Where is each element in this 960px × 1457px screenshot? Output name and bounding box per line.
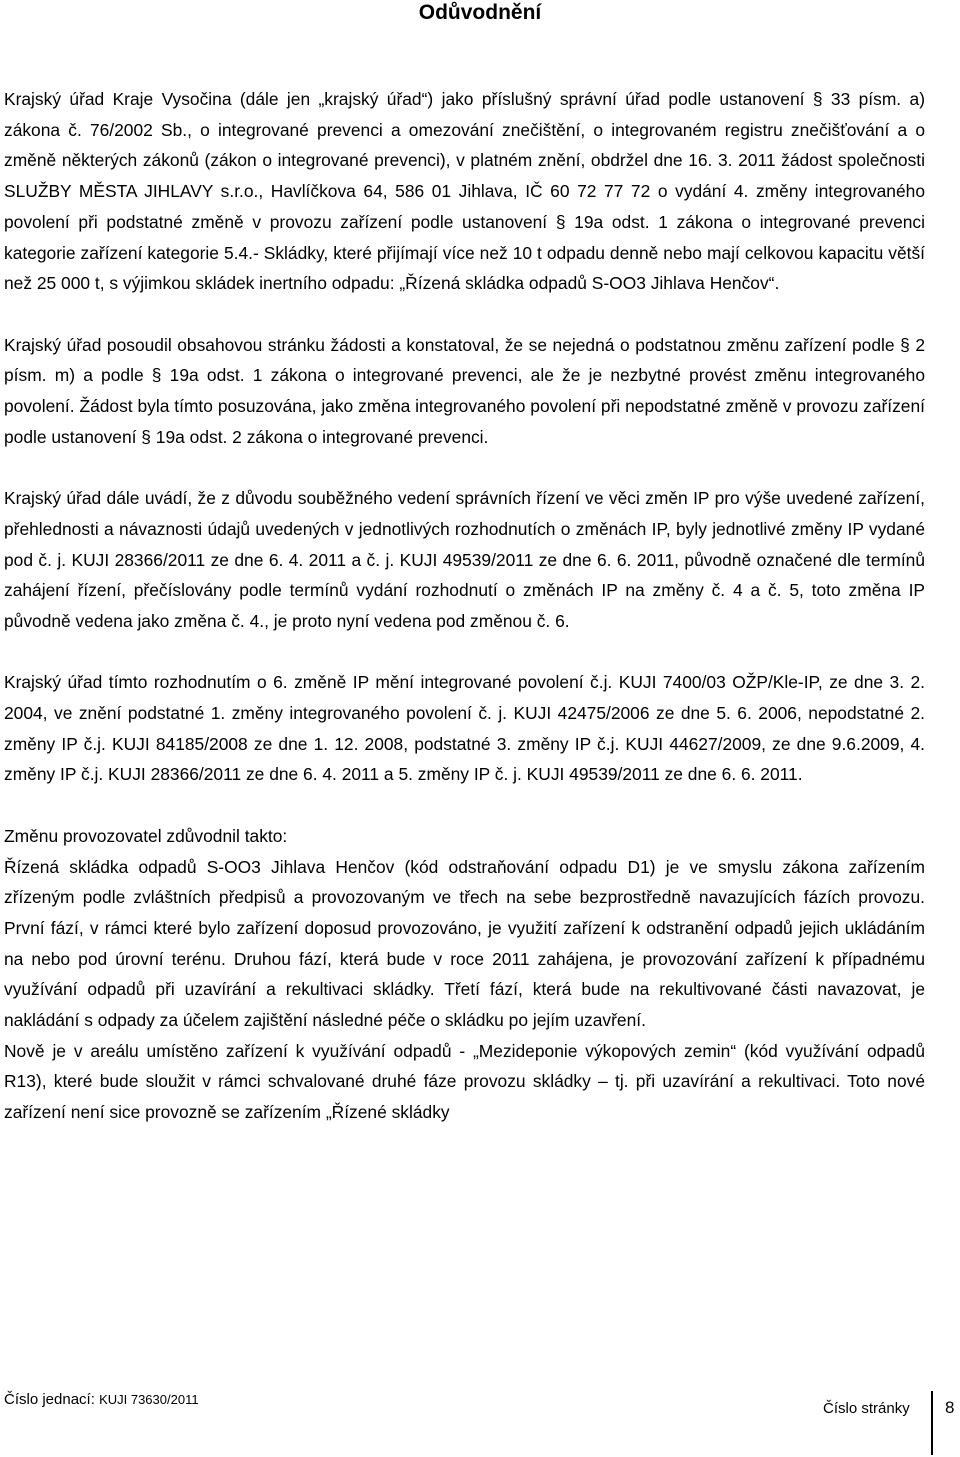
paragraph-assessment: Krajský úřad posoudil obsahovou stránku žádosti a konstatoval, že se nejedná o podstatnou změnu zařízení podle § 2 písm. m) a podle § 19a odst. 1 zákona o integrované prevenci, ale že je nezbytné provést změnu integrovaného povolení. Žádost byla tímto posuzována, jako změna integrovaného povolení při nepodstatné změně v provozu zařízení podle ustanovení § 19a odst. 2 zákona o integrované prevenci. <box>4 334 925 447</box>
paragraph-decision: Krajský úřad tímto rozhodnutím o 6. změně IP mění integrované povolení č.j. KUJI 7400/03 OŽP/Kle-IP, ze dne 3. 2. 2004, ve znění podstatné 1. změny integrovaného povolení č. j. KUJI 42475/2006 ze dne 5. 6. 2006, nepodstatné 2. změny IP č.j. KUJI 84185/2008 ze dne 1. 12. 2008, podstatné 3. změny IP č.j. KUJI 44627/2009, ze dne 9.6.2009, 4. změny IP č.j. KUJI 28366/2011 ze dne 6. 4. 2011 a 5. změny IP č. j. KUJI 49539/2011 ze dne 6. 6. 2011. <box>4 672 925 785</box>
reference-value: KUJI 73630/2011 <box>99 1392 199 1407</box>
document-body <box>4 84 925 1128</box>
reference-number <box>4 1391 199 1408</box>
document-heading: Odůvodnění <box>418 1 542 24</box>
reference-label: Číslo jednací: <box>4 1391 95 1408</box>
paragraph-justification-intro: Změnu provozovatel zdůvodnil takto: <box>4 825 288 846</box>
paragraph-application: Krajský úřad Kraje Vysočina (dále jen „krajský úřad“) jako příslušný správní úřad podle ustanovení § 33 písm. a) zákona č. 76/2002 Sb., o integrované prevenci a omezování znečištění, o integrovaném registru znečišťování a o změně některých zákonů (zákon o integrované prevenci), v platném znění, obdržel dne 16. 3. 2011 žádost společnosti SLUŽBY MĚSTA JIHLAVY s.r.o., Havlíčkova 64, 586 01 Jihlava, IČ 60 72 77 72 o vydání 4. změny integrovaného povolení při podstatné změně v provozu zařízení podle ustanovení § 19a odst. 1 zákona o integrované prevenci kategorie zařízení kategorie 5.4.- Skládky, které přijímají více než 10 t odpadu denně nebo mají celkovou kapacitu větší než 25 000 t, s výjimkou skládek inertního odpadu: „Řízená skládka odpadů S-OO3 Jihlava Henčov“. <box>4 89 925 294</box>
page-number: 8 <box>945 1398 955 1417</box>
page-footer <box>0 1386 960 1457</box>
page-number-label: Číslo stránky <box>823 1400 910 1417</box>
paragraph-landfill-phases: Řízená skládka odpadů S-OO3 Jihlava Henčov (kód odstraňování odpadu D1) je ve smyslu zákona zařízením zřízeným podle zvláštních předpisů a provozovaným ve třech na sebe bezprostředně navazujících fázích provozu. První fází, v rámci které bylo zařízení doposud provozováno, je využití zařízení k odstranění odpadů jejich ukládáním na nebo pod úrovní terénu. Druhou fází, která bude v roce 2011 zahájena, je provozování zařízení k případnému využívání odpadů při uzavírání a rekultivaci skládky. Třetí fází, která bude na rekultivované části navazovat, je nakládání s odpady za účelem zajištění následné péče o skládku po jejím uzavření. <box>4 856 925 1031</box>
paragraph-new-facility: Nově je v areálu umístěno zařízení k využívání odpadů - „Mezideponie výkopových zemin“ (kód využívání odpadů R13), které bude sloužit v rámci schvalované druhé fáze provozu skládky – tj. při uzavírání a rekultivaci. Toto nové zařízení není sice provozně se zařízením „Řízené skládky <box>4 1040 925 1123</box>
footer-divider <box>931 1391 933 1455</box>
paragraph-renumbering: Krajský úřad dále uvádí, že z důvodu souběžného vedení správních řízení ve věci změn IP pro výše uvedené zařízení, přehlednosti a návaznosti údajů uvedených v jednotlivých rozhodnutích o změnách IP, byly jednotlivé změny IP vydané pod č. j. KUJI 28366/2011 ze dne 6. 4. 2011 a č. j. KUJI 49539/2011 ze dne 6. 6. 2011, původně označené dle termínů zahájení řízení, přečíslovány podle termínů vydání rozhodnutí o změnách IP na změny č. 4 a č. 5, toto změna IP původně vedena jako změna č. 4., je proto nyní vedena pod změnou č. 6. <box>4 488 925 631</box>
